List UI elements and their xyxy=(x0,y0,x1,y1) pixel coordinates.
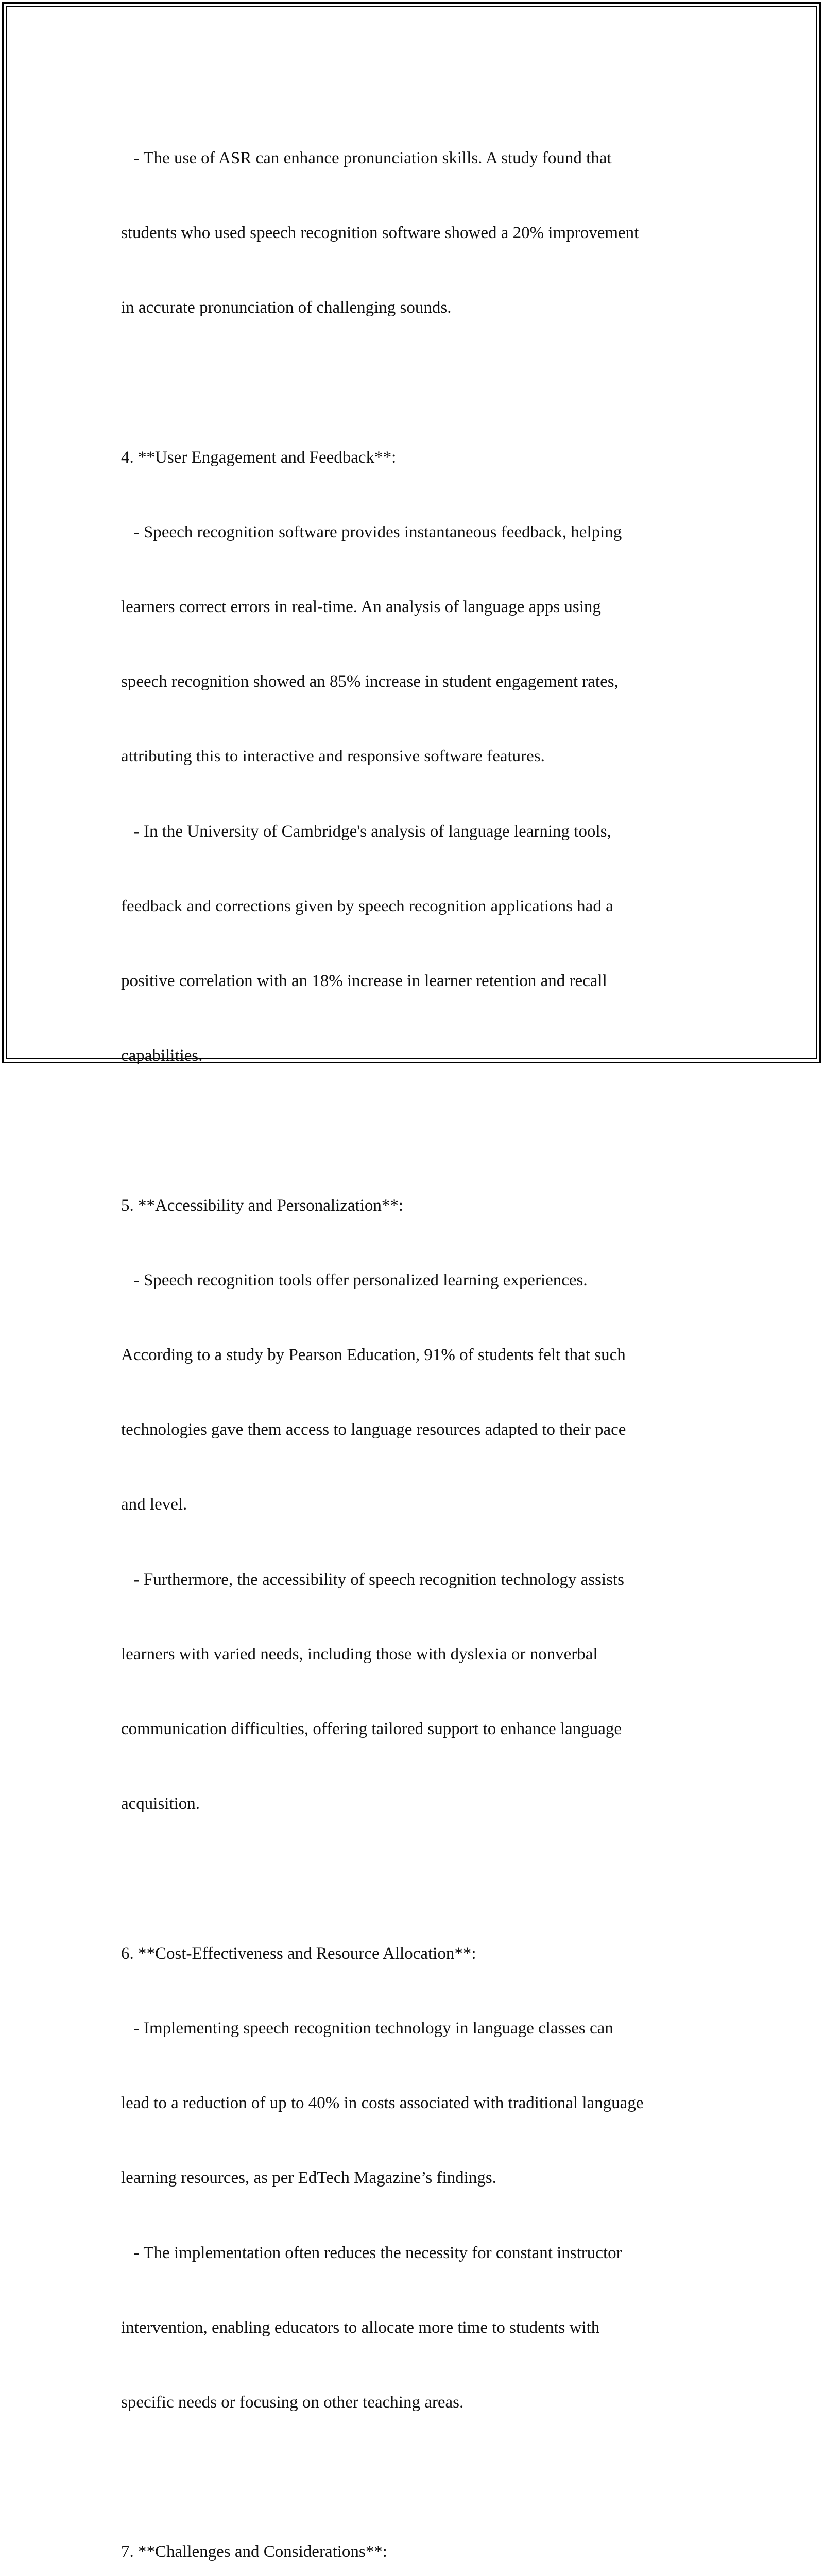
text-line: specific needs or focusing on other teaching areas. xyxy=(121,2393,464,2412)
text-line: and level. xyxy=(121,1495,187,1514)
document-body xyxy=(121,96,729,2576)
text-line: - In the University of Cambridge's analysis of language learning tools, xyxy=(121,822,611,841)
text-line: learning resources, as per EdTech Magazine’s findings. xyxy=(121,2168,496,2188)
text-line: - Speech recognition software provides instantaneous feedback, helping xyxy=(121,522,622,541)
text-line: capabilities. xyxy=(121,1046,203,1065)
text-line: lead to a reduction of up to 40% in costs associated with traditional language xyxy=(121,2094,644,2113)
blank-line xyxy=(121,1118,729,1143)
section-heading: 6. **Cost-Effectiveness and Resource Allocation**: xyxy=(121,1944,476,1963)
section-heading: 7. **Challenges and Considerations**: xyxy=(121,2543,387,2562)
text-line: positive correlation with an 18% increase in learner retention and recall xyxy=(121,972,607,991)
section-heading: 5. **Accessibility and Personalization**: xyxy=(121,1196,404,1215)
text-line: - The use of ASR can enhance pronunciation skills. A study found that xyxy=(121,148,612,167)
section-heading: 4. **User Engagement and Feedback**: xyxy=(121,448,397,467)
text-line: attributing this to interactive and responsive software features. xyxy=(121,747,545,766)
text-line: speech recognition showed an 85% increase in student engagement rates, xyxy=(121,672,619,691)
text-line: learners with varied needs, including those with dyslexia or nonverbal xyxy=(121,1645,598,1664)
text-line: in accurate pronunciation of challenging sounds. xyxy=(121,298,452,317)
text-line: According to a study by Pearson Education, 91% of students felt that such xyxy=(121,1346,626,1365)
text-line: - Implementing speech recognition technology in language classes can xyxy=(121,2019,613,2038)
blank-line xyxy=(121,1866,729,1891)
text-line: - Speech recognition tools offer personalized learning experiences. xyxy=(121,1270,588,1290)
text-line: communication difficulties, offering tailored support to enhance language xyxy=(121,1720,622,1739)
text-line: acquisition. xyxy=(121,1794,200,1814)
text-line: students who used speech recognition software showed a 20% improvement xyxy=(121,224,639,243)
blank-line xyxy=(121,2465,729,2489)
text-line: feedback and corrections given by speech recognition applications had a xyxy=(121,896,613,916)
text-line: intervention, enabling educators to allocate more time to students with xyxy=(121,2318,600,2337)
text-line: learners correct errors in real-time. An analysis of language apps using xyxy=(121,598,601,617)
text-line: - Furthermore, the accessibility of speech recognition technology assists xyxy=(121,1570,624,1589)
text-line: technologies gave them access to language resources adapted to their pace xyxy=(121,1420,626,1439)
text-line: - The implementation often reduces the necessity for constant instructor xyxy=(121,2243,622,2262)
blank-line xyxy=(121,370,729,395)
